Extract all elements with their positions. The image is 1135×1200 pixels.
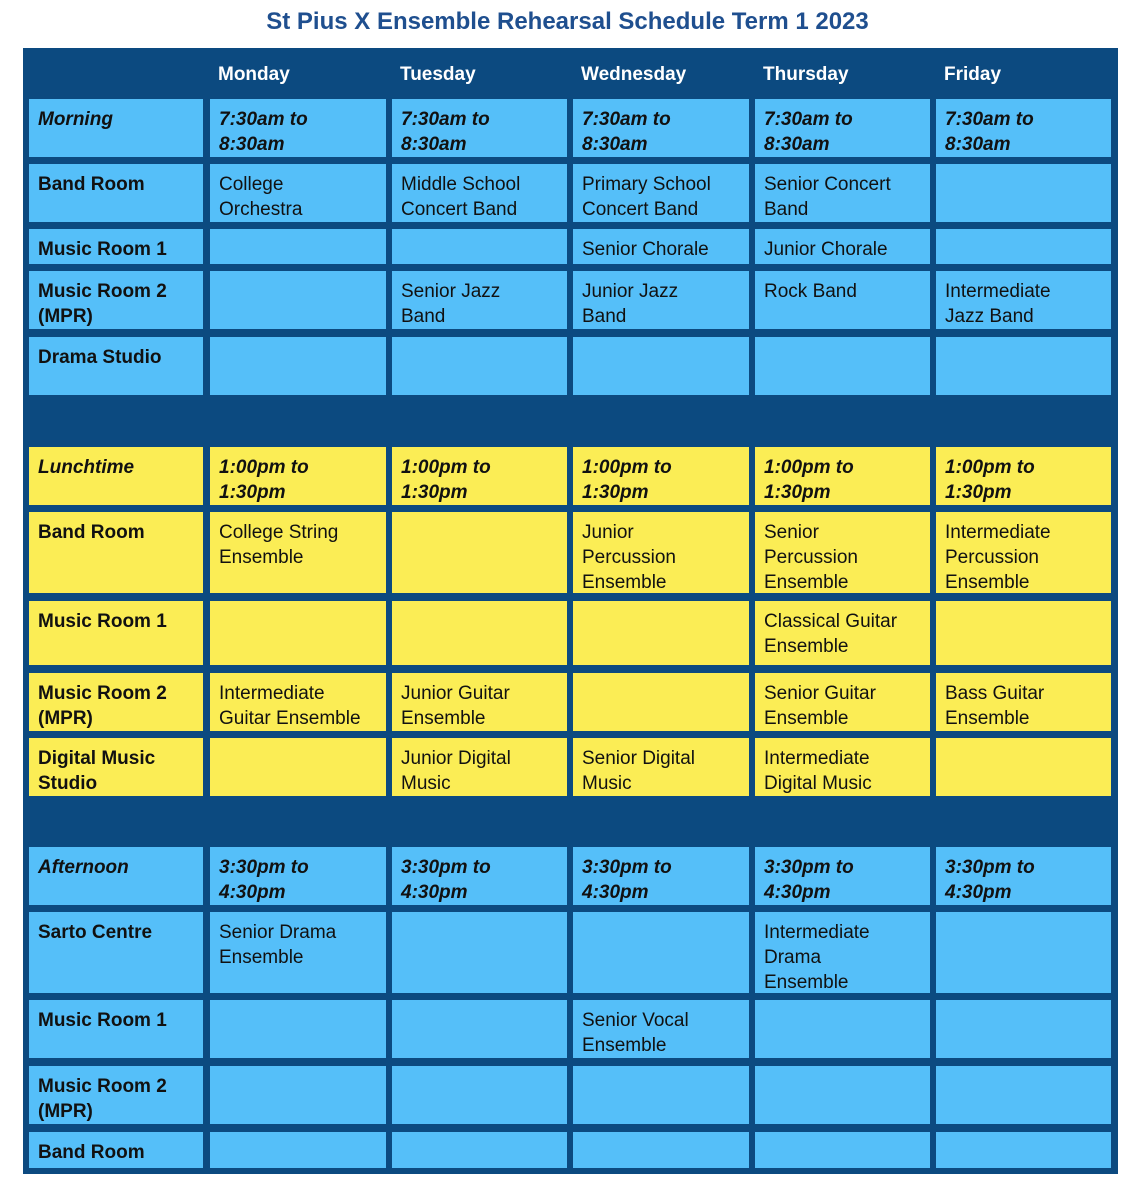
schedule-cell [573,673,749,731]
section-label-afternoon: Afternoon [29,847,203,905]
page-title: St Pius X Ensemble Rehearsal Schedule Term 1 2023 [266,8,869,35]
schedule-cell [573,601,749,665]
schedule-cell [210,601,386,665]
room-label: Digital Music Studio [29,738,203,796]
schedule-cell [210,1132,386,1168]
schedule-cell [210,1000,386,1058]
time-slot-cell: 3:30pm to 4:30pm [755,847,930,905]
schedule-cell: Bass Guitar Ensemble [936,673,1111,731]
schedule-cell: Senior Vocal Ensemble [573,1000,749,1058]
schedule-cell: Junior Digital Music [392,738,567,796]
schedule-cell [392,1000,567,1058]
time-slot-cell: 3:30pm to 4:30pm [210,847,386,905]
schedule-cell: College Orchestra [210,164,386,222]
schedule-cell: Senior Chorale [573,229,749,264]
schedule-cell [573,1132,749,1168]
schedule-cell [936,738,1111,796]
schedule-cell [210,738,386,796]
schedule-cell: Junior Chorale [755,229,930,264]
schedule-cell [755,1132,930,1168]
schedule-cell: Senior Guitar Ensemble [755,673,930,731]
time-slot-cell: 1:00pm to 1:30pm [392,447,567,505]
schedule-cell [755,1066,930,1124]
schedule-cell [936,164,1111,222]
room-label: Drama Studio [29,337,203,395]
room-label: Band Room [29,164,203,222]
room-label: Music Room 2 (MPR) [29,271,203,329]
schedule-cell [936,229,1111,264]
schedule-cell [392,512,567,593]
schedule-cell [392,912,567,993]
schedule-cell: Senior Jazz Band [392,271,567,329]
day-header-thursday: Thursday [763,64,849,85]
schedule-cell [573,337,749,395]
schedule-cell [392,229,567,264]
room-label: Band Room [29,512,203,593]
schedule-cell: Intermediate Drama Ensemble [755,912,930,993]
schedule-cell: Rock Band [755,271,930,329]
time-slot-cell: 7:30am to 8:30am [392,99,567,157]
time-slot-cell: 7:30am to 8:30am [755,99,930,157]
schedule-cell: Senior Drama Ensemble [210,912,386,993]
schedule-cell [210,229,386,264]
schedule-cell: Classical Guitar Ensemble [755,601,930,665]
schedule-cell [936,1132,1111,1168]
time-slot-cell: 1:00pm to 1:30pm [573,447,749,505]
schedule-cell [392,337,567,395]
schedule-cell [936,601,1111,665]
schedule-cell: Intermediate Jazz Band [936,271,1111,329]
schedule-cell [573,1066,749,1124]
schedule-cell [936,1000,1111,1058]
section-label-lunchtime: Lunchtime [29,447,203,505]
schedule-cell [210,271,386,329]
room-label: Music Room 2 (MPR) [29,1066,203,1124]
schedule-cell [573,912,749,993]
schedule-cell: Junior Percussion Ensemble [573,512,749,593]
time-slot-cell: 3:30pm to 4:30pm [392,847,567,905]
day-header-wednesday: Wednesday [581,64,687,85]
schedule-cell [936,337,1111,395]
schedule-cell [210,1066,386,1124]
section-label-morning: Morning [29,99,203,157]
schedule-cell [755,1000,930,1058]
schedule-cell [936,912,1111,993]
time-slot-cell: 7:30am to 8:30am [210,99,386,157]
schedule-table [23,48,1118,1174]
schedule-cell: Senior Percussion Ensemble [755,512,930,593]
schedule-cell [392,1066,567,1124]
day-header-monday: Monday [218,64,290,85]
day-header-friday: Friday [944,64,1002,85]
schedule-cell [392,1132,567,1168]
room-label: Band Room [29,1132,203,1168]
schedule-cell: Intermediate Percussion Ensemble [936,512,1111,593]
schedule-cell [936,1066,1111,1124]
schedule-cell [210,337,386,395]
room-label: Music Room 1 [29,1000,203,1058]
room-label: Music Room 1 [29,229,203,264]
time-slot-cell: 3:30pm to 4:30pm [573,847,749,905]
schedule-cell: College String Ensemble [210,512,386,593]
schedule-cell: Primary School Concert Band [573,164,749,222]
schedule-cell: Intermediate Guitar Ensemble [210,673,386,731]
schedule-cell: Senior Digital Music [573,738,749,796]
time-slot-cell: 7:30am to 8:30am [573,99,749,157]
time-slot-cell: 7:30am to 8:30am [936,99,1111,157]
time-slot-cell: 1:00pm to 1:30pm [936,447,1111,505]
schedule-cell: Junior Guitar Ensemble [392,673,567,731]
day-header-tuesday: Tuesday [400,64,476,85]
schedule-cell: Middle School Concert Band [392,164,567,222]
time-slot-cell: 1:00pm to 1:30pm [755,447,930,505]
time-slot-cell: 1:00pm to 1:30pm [210,447,386,505]
schedule-cell [392,601,567,665]
room-label: Music Room 2 (MPR) [29,673,203,731]
schedule-cell: Senior Concert Band [755,164,930,222]
time-slot-cell: 3:30pm to 4:30pm [936,847,1111,905]
room-label: Sarto Centre [29,912,203,993]
schedule-cell: Intermediate Digital Music [755,738,930,796]
schedule-cell [755,337,930,395]
room-label: Music Room 1 [29,601,203,665]
schedule-cell: Junior Jazz Band [573,271,749,329]
